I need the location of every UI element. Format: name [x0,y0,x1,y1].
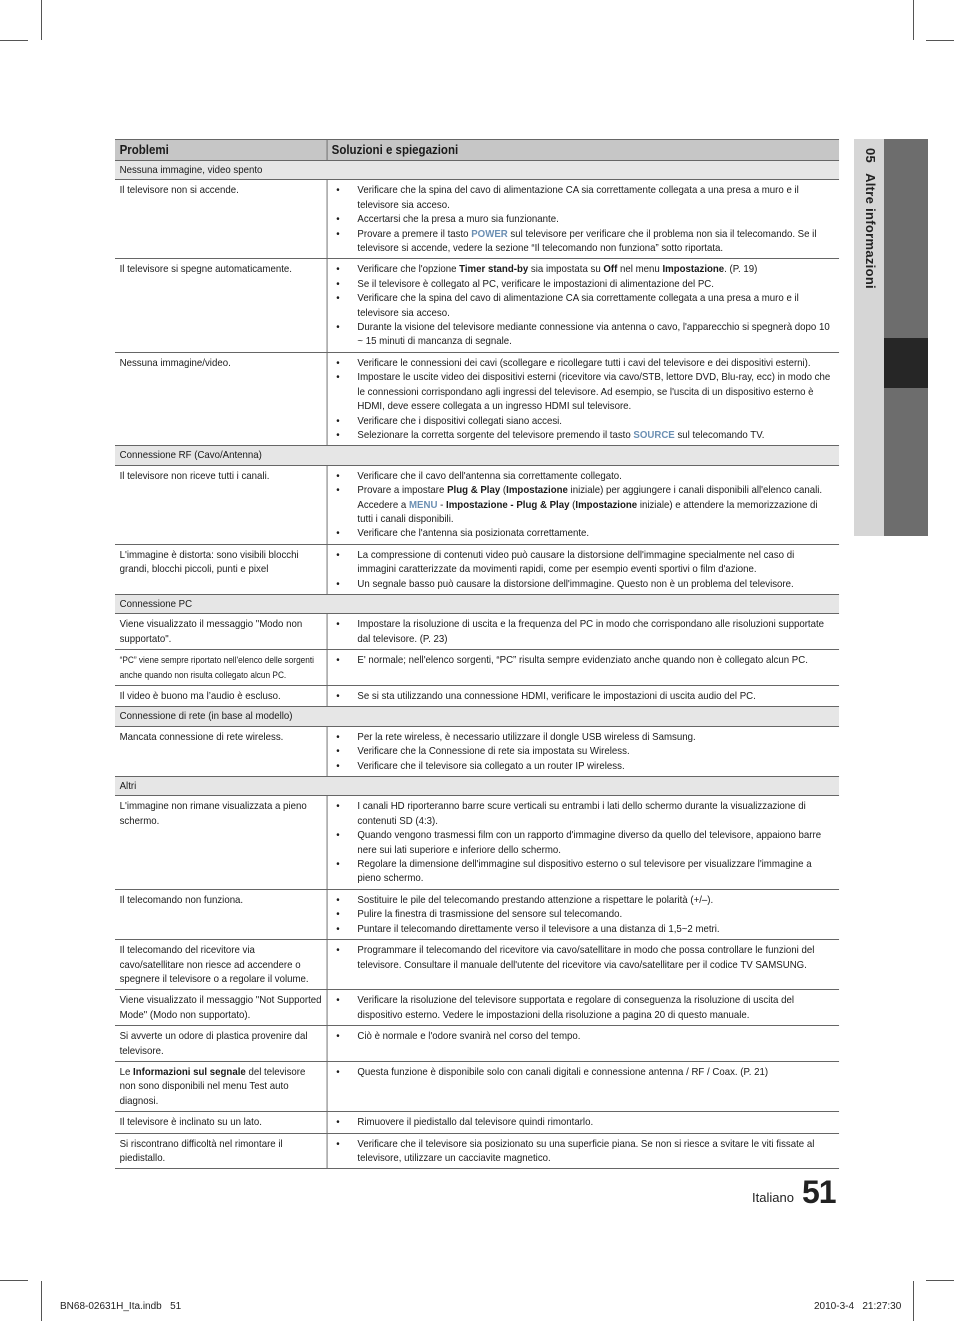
solution-list [327,993,834,1022]
chapter-title: Altre informazioni [863,173,878,289]
solution-cell [327,465,839,544]
solution-item: • Impostare la risoluzione di uscita e la frequenza del PC in modo che corrispondano alle risoluzioni supportate dal televisore. (P. 23) [327,617,834,646]
crop-mark [913,0,914,40]
solution-list [327,1115,834,1129]
section-title: Connessione RF (Cavo/Antenna) [115,446,839,465]
emphasis-text: Impostazione - Plug & Play [446,498,570,511]
solution-item: • Puntare il telecomando direttamente verso il televisore a una distanza di 1,5~2 metri. [327,922,834,936]
solution-item: • Quando vengono trasmessi film con un rapporto d'immagine diverso da quello del televisore, appaiono barre nere sui lati superiore e inferiore dello schermo. [327,828,834,857]
table-row [115,259,839,352]
solution-list [327,943,834,972]
table-row [115,686,839,707]
section-row [115,707,839,726]
footer-language: Italiano [752,1190,794,1205]
solution-item: • Impostare le uscite video dei dispositivi esterni (ricevitore via cavo/STB, lettore DVD, Blu-ray, ecc) in modo che le connessioni corrispondano agli ingressi del televisore. Ad esempio, se l'uscita di un dispositivo esterno è HDMI, deve essere collegata a un ingresso HDMI sul televisore. [327,370,834,413]
solution-item: • Verificare che il televisore sia posizionato su una superficie piana. Se non si riesce a svitare le viti fissate al televisore, utilizzare un cacciavite magnetico. [327,1137,834,1166]
chapter-tab-marker [884,338,928,388]
solution-list [327,653,834,667]
solution-item: • Verificare che la spina del cavo di alimentazione CA sia correttamente collegata a una presa a muro e il televisore sia acceso. [327,291,834,320]
solution-item: • Verificare la risoluzione del televisore supportata e regolare di conseguenza la risoluzione di uscita del dispositivo esterno. Vedere le impostazioni della risoluzione a pagina 20 di questo manuale. [327,993,834,1022]
solution-list [327,469,834,541]
problem-cell: Le Informazioni sul segnale del televisore non sono disponibili nel menu Test auto diagnosi. [115,1061,327,1111]
solution-cell [327,352,839,445]
solution-item: • Provare a impostare Plug & Play (Impostazione iniziale) per aggiungere i canali disponibili all'elenco canali. Accedere a MENU - Impostazione - Plug & Play (Impostazione iniziale) e attendere la memorizzazione di tutti i canali disponibili. [327,483,834,526]
table-body [115,161,839,1169]
problem-cell: Nessuna immagine/video. [115,352,327,445]
problem-cell: Viene visualizzato il messaggio "Modo non supportato". [115,614,327,650]
problem-cell: Il televisore non riceve tutti i canali. [115,465,327,544]
solution-item: • Verificare che i dispositivi collegati siano accesi. [327,414,834,428]
emphasis-text: MENU [408,498,438,511]
solution-list [327,548,834,591]
problem-cell: Mancata connessione di rete wireless. [115,726,327,776]
problem-cell: Si riscontrano difficoltà nel rimontare il piedistallo. [115,1133,327,1169]
table-row [115,726,839,776]
solution-item: • Accertarsi che la presa a muro sia funzionante. [327,212,834,226]
table-row [115,1026,839,1062]
page-number: 51 [802,1174,836,1210]
solution-list [327,689,834,703]
problem-cell: Il telecomando non funziona. [115,889,327,939]
chapter-tab-label [863,148,878,289]
section-title: Connessione PC [115,594,839,613]
section-title: Connessione di rete (in base al modello) [115,707,839,726]
solution-cell [327,650,839,686]
solution-item: • Sostituire le pile del telecomando prestando attenzione a rispettare le polarità (+/–). [327,893,834,907]
solution-list [327,617,834,646]
column-header-problems: Problemi [115,140,327,161]
crop-mark [913,1281,914,1321]
solution-item: • Un segnale basso può causare la distorsione dell'immagine. Questo non è un problema del televisore. [327,577,834,591]
solution-item: • Ciò è normale e l'odore svanirà nel corso del tempo. [327,1029,834,1043]
section-row [115,777,839,796]
emphasis-text: Impostazione [662,263,725,276]
solution-list [327,893,834,936]
solution-item: • E' normale; nell'elenco sorgenti, “PC” risulta sempre evidenziato anche quando non è collegato alcun PC. [327,653,834,667]
table-row [115,614,839,650]
table-row [115,990,839,1026]
solution-item: • Questa funzione è disponibile solo con canali digitali e connessione antenna / RF / Coax. (P. 21) [327,1065,834,1079]
table-row [115,940,839,990]
solution-item: • I canali HD riporteranno barre scure verticali su entrambi i lati dello schermo durante la visualizzazione di contenuti SD (4:3). [327,799,834,828]
problem-cell: Si avverte un odore di plastica provenire dal televisore. [115,1026,327,1062]
solution-cell [327,796,839,889]
solution-cell [327,889,839,939]
crop-mark [0,1280,28,1281]
solution-cell [327,726,839,776]
solution-cell [327,1061,839,1111]
solution-item: • La compressione di contenuti video può causare la distorsione dell'immagine specialmente nel caso di immagini caratterizzate da movimenti rapidi, come per esempio eventi sportivi o film d'azione. [327,548,834,577]
column-header-solutions: Soluzioni e spiegazioni [327,140,839,161]
solution-item: • Verificare che l'antenna sia posizionata correttamente. [327,526,834,540]
solution-item: • Verificare che il cavo dell'antenna sia correttamente collegato. [327,469,834,483]
emphasis-text: Off [603,263,618,276]
chapter-number: 05 [863,148,878,164]
solution-list [327,1029,834,1043]
solution-item: • Verificare che il televisore sia collegato a un router IP wireless. [327,759,834,773]
solution-item: • Verificare le connessioni dei cavi (scollegare e ricollegare tutti i cavi del televisore e dei dispositivi esterni). [327,356,834,370]
table-header-row [115,140,839,161]
solution-cell [327,259,839,352]
section-row [115,161,839,180]
crop-mark [41,1281,42,1321]
section-title: Nessuna immagine, video spento [115,161,839,180]
section-row [115,594,839,613]
solution-list [327,730,834,773]
emphasis-text: Plug & Play [447,484,501,497]
solution-item: • Provare a premere il tasto POWER sul televisore per verificare che il problema non sia il telecomando. Se il televisore si accende, vedere la sezione “Il telecomando non funziona” sotto riportata. [327,227,834,256]
problem-cell: Il televisore è inclinato su un lato. [115,1112,327,1133]
solution-cell [327,180,839,259]
table-row [115,180,839,259]
crop-mark [41,0,42,40]
emphasis-text: Impostazione [506,484,568,497]
crop-mark [926,1280,954,1281]
crop-mark [926,40,954,41]
problem-cell: Il telecomando del ricevitore via cavo/satellitare non riesce ad accendere o spegnere il televisore o a regolare il volume. [115,940,327,990]
solution-cell [327,686,839,707]
solution-item: • Se si sta utilizzando una connessione HDMI, verificare le impostazioni di uscita audio del PC. [327,689,834,703]
emphasis-text: Informazioni sul segnale [133,1065,246,1078]
table-row [115,1133,839,1169]
table-row [115,352,839,445]
problem-cell: Il video è buono ma l’audio è escluso. [115,686,327,707]
solution-item: • Verificare che l'opzione Timer stand-by sia impostata su Off nel menu Impostazione. (P. 19) [327,262,834,276]
table-row [115,650,839,686]
emphasis-text: SOURCE [633,428,675,441]
solution-item: • Verificare che la spina del cavo di alimentazione CA sia correttamente collegata a una presa a muro e il televisore sia acceso. [327,183,834,212]
solution-item: • Per la rete wireless, è necessario utilizzare il dongle USB wireless di Samsung. [327,730,834,744]
emphasis-text: POWER [471,227,508,240]
table-row [115,465,839,544]
print-slug-file: BN68-02631H_Ita.indb 51 [60,1301,182,1312]
solution-list [327,799,834,885]
solution-list [327,1137,834,1166]
solution-item: • Se il televisore è collegato al PC, verificare le impostazioni di alimentazione del PC. [327,277,834,291]
solution-item: • Verificare che la Connessione di rete sia impostata su Wireless. [327,744,834,758]
solution-item: • Programmare il telecomando del ricevitore via cavo/satellitare in modo che possa controllare le funzioni del televisore. Consultare il manuale dell'utente del ricevitore via cavo/satellitare per il codice TV SAMSUNG. [327,943,834,972]
problem-cell: “PC” viene sempre riportato nell'elenco delle sorgenti anche quando non risulta collegato alcun PC. [115,650,327,686]
problem-cell: Viene visualizzato il messaggio "Not Supported Mode" (Modo non supportato). [115,990,327,1026]
section-title: Altri [115,777,839,796]
solution-item: • Selezionare la corretta sorgente del televisore premendo il tasto SOURCE sul telecomando TV. [327,428,834,442]
solution-list [327,1065,834,1079]
solution-cell [327,990,839,1026]
section-row [115,446,839,465]
table-row [115,889,839,939]
table-row [115,544,839,594]
troubleshooting-table [115,139,839,1169]
problem-cell: Il televisore non si accende. [115,180,327,259]
solution-list [327,183,834,255]
solution-cell [327,1026,839,1062]
solution-cell [327,544,839,594]
solution-list [327,262,834,348]
solution-cell [327,1112,839,1133]
solution-cell [327,940,839,990]
solution-cell [327,1133,839,1169]
problem-cell: L'immagine è distorta: sono visibili blocchi grandi, blocchi piccoli, punti e pixel [115,544,327,594]
solution-item: • Pulire la finestra di trasmissione del sensore sul telecomando. [327,907,834,921]
solution-cell [327,614,839,650]
emphasis-text: Impostazione [575,498,638,511]
table-row [115,1061,839,1111]
problem-cell: L'immagine non rimane visualizzata a pieno schermo. [115,796,327,889]
crop-mark [0,40,28,41]
solution-list [327,356,834,442]
print-slug-date: 2010-3-4 21:27:30 [814,1301,902,1312]
solution-item: • Durante la visione del televisore mediante connessione via antenna o cavo, l'apparecchio si spegnerà dopo 10 ~ 15 minuti di mancanza di segnale. [327,320,834,349]
solution-item: • Rimuovere il piedistallo dal televisore quindi rimontarlo. [327,1115,834,1129]
problem-cell: Il televisore si spegne automaticamente. [115,259,327,352]
table-row [115,796,839,889]
solution-item: • Regolare la dimensione dell'immagine sul dispositivo esterno o sul televisore per visualizzare l'immagine a pieno schermo. [327,857,834,886]
table-row [115,1112,839,1133]
emphasis-text: Timer stand-by [459,263,529,276]
